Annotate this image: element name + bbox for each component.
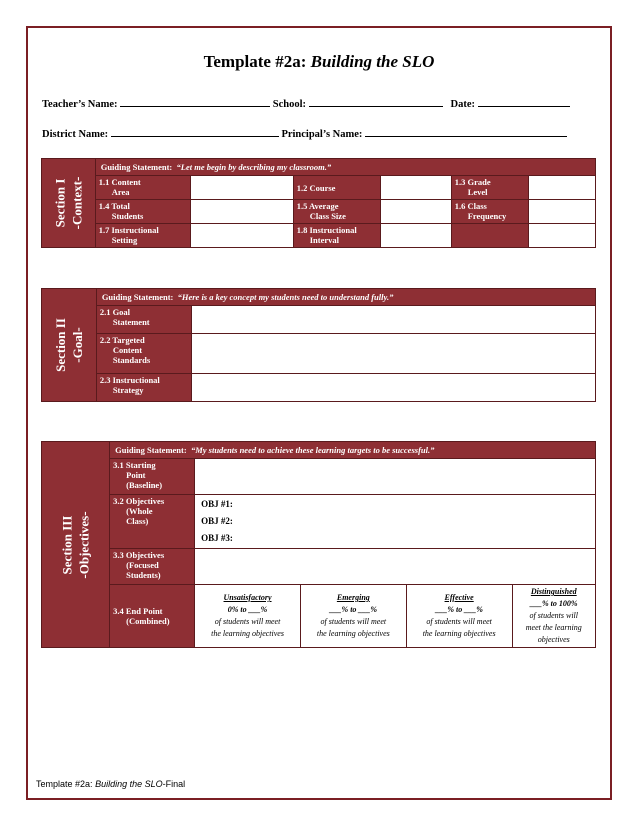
principal-name-label: Principal’s Name: (281, 129, 363, 140)
field-instructional-strategy-input[interactable] (191, 374, 595, 402)
field-content-area-label: 1.1 Content Area (95, 176, 190, 200)
school-label: School: (272, 99, 307, 110)
section-3-guiding-statement: Guiding Statement: “My students need to achieve these learning targets to be successful.” (110, 442, 596, 459)
field-total-students-label: 1.4 Total Students (95, 200, 190, 224)
field-objectives-whole-class-label: 3.2 Objectives (Whole Class) (110, 495, 195, 549)
field-course-label: 1.2 Course (293, 176, 380, 200)
section-2-label: Section II -Goal- (42, 289, 97, 402)
obj-3-label: OBJ #3: (201, 533, 233, 543)
field-course-input[interactable] (380, 176, 451, 200)
field-instructional-interval-label: 1.8 Instructional Interval (293, 224, 380, 248)
field-objectives-focused-label: 3.3 Objectives (Focused Students) (110, 549, 195, 585)
field-instructional-interval-input[interactable] (380, 224, 451, 248)
page-border (26, 26, 612, 800)
district-name-field[interactable] (111, 126, 279, 137)
date-label: Date: (450, 99, 476, 110)
field-goal-statement-label: 2.1 Goal Statement (96, 306, 191, 334)
principal-name-field[interactable] (365, 126, 567, 137)
empty-input-cell (528, 224, 595, 248)
field-starting-point-label: 3.1 Starting Point (Baseline) (110, 459, 195, 495)
page-title: Template #2a: Building the SLO (203, 52, 435, 71)
field-average-class-size-label: 1.5 Average Class Size (293, 200, 380, 224)
field-starting-point-input[interactable] (195, 459, 596, 495)
field-instructional-setting-input[interactable] (190, 224, 293, 248)
field-average-class-size-input[interactable] (380, 200, 451, 224)
field-objectives-whole-class-input[interactable] (195, 495, 596, 549)
section-1-label: Section I -Context- (42, 159, 96, 248)
district-name-label: District Name: (42, 129, 109, 140)
field-instructional-strategy-label: 2.3 Instructional Strategy (96, 374, 191, 402)
field-class-frequency-label: 1.6 Class Frequency (451, 200, 528, 224)
field-targeted-content-standards-input[interactable] (191, 334, 595, 374)
section-1-table (41, 158, 596, 248)
field-class-frequency-input[interactable] (528, 200, 595, 224)
obj-1-label: OBJ #1: (201, 499, 233, 509)
teacher-name-label: Teacher’s Name: (42, 99, 118, 110)
field-grade-level-label: 1.3 Grade Level (451, 176, 528, 200)
level-unsatisfactory: Unsatisfactory 0% to ___% of students will meet the learning objectives (195, 585, 301, 648)
section-1-guiding-statement: Guiding Statement: “Let me begin by describing my classroom.” (95, 159, 595, 176)
field-objectives-focused-input[interactable] (195, 549, 596, 585)
level-distinguished: Distinguished ___% to 100% of students will meet the learning objectives (512, 585, 595, 648)
info-row-district (42, 126, 567, 140)
field-end-point-label: 3.4 End Point (Combined) (110, 585, 195, 648)
field-goal-statement-input[interactable] (191, 306, 595, 334)
school-field[interactable] (309, 96, 443, 107)
level-effective: Effective ___% to ___% of students will meet the learning objectives (406, 585, 512, 648)
section-3-table (41, 441, 596, 648)
field-instructional-setting-label: 1.7 Instructional Setting (95, 224, 190, 248)
info-row-teacher (42, 96, 570, 110)
field-grade-level-input[interactable] (528, 176, 595, 200)
field-targeted-content-standards-label: 2.2 Targeted Content Standards (96, 334, 191, 374)
section-3-label: Section III -Objectives- (42, 442, 110, 648)
level-emerging: Emerging ___% to ___% of students will meet the learning objectives (300, 585, 406, 648)
obj-2-label: OBJ #2: (201, 516, 233, 526)
field-content-area-input[interactable] (190, 176, 293, 200)
field-total-students-input[interactable] (190, 200, 293, 224)
date-field[interactable] (478, 96, 570, 107)
page-footer: Template #2a: Building the SLO-Final (36, 779, 186, 789)
teacher-name-field[interactable] (120, 96, 270, 107)
section-2-table (41, 288, 596, 402)
empty-label-cell (451, 224, 528, 248)
section-2-guiding-statement: Guiding Statement: “Here is a key concept my students need to understand fully.” (96, 289, 595, 306)
